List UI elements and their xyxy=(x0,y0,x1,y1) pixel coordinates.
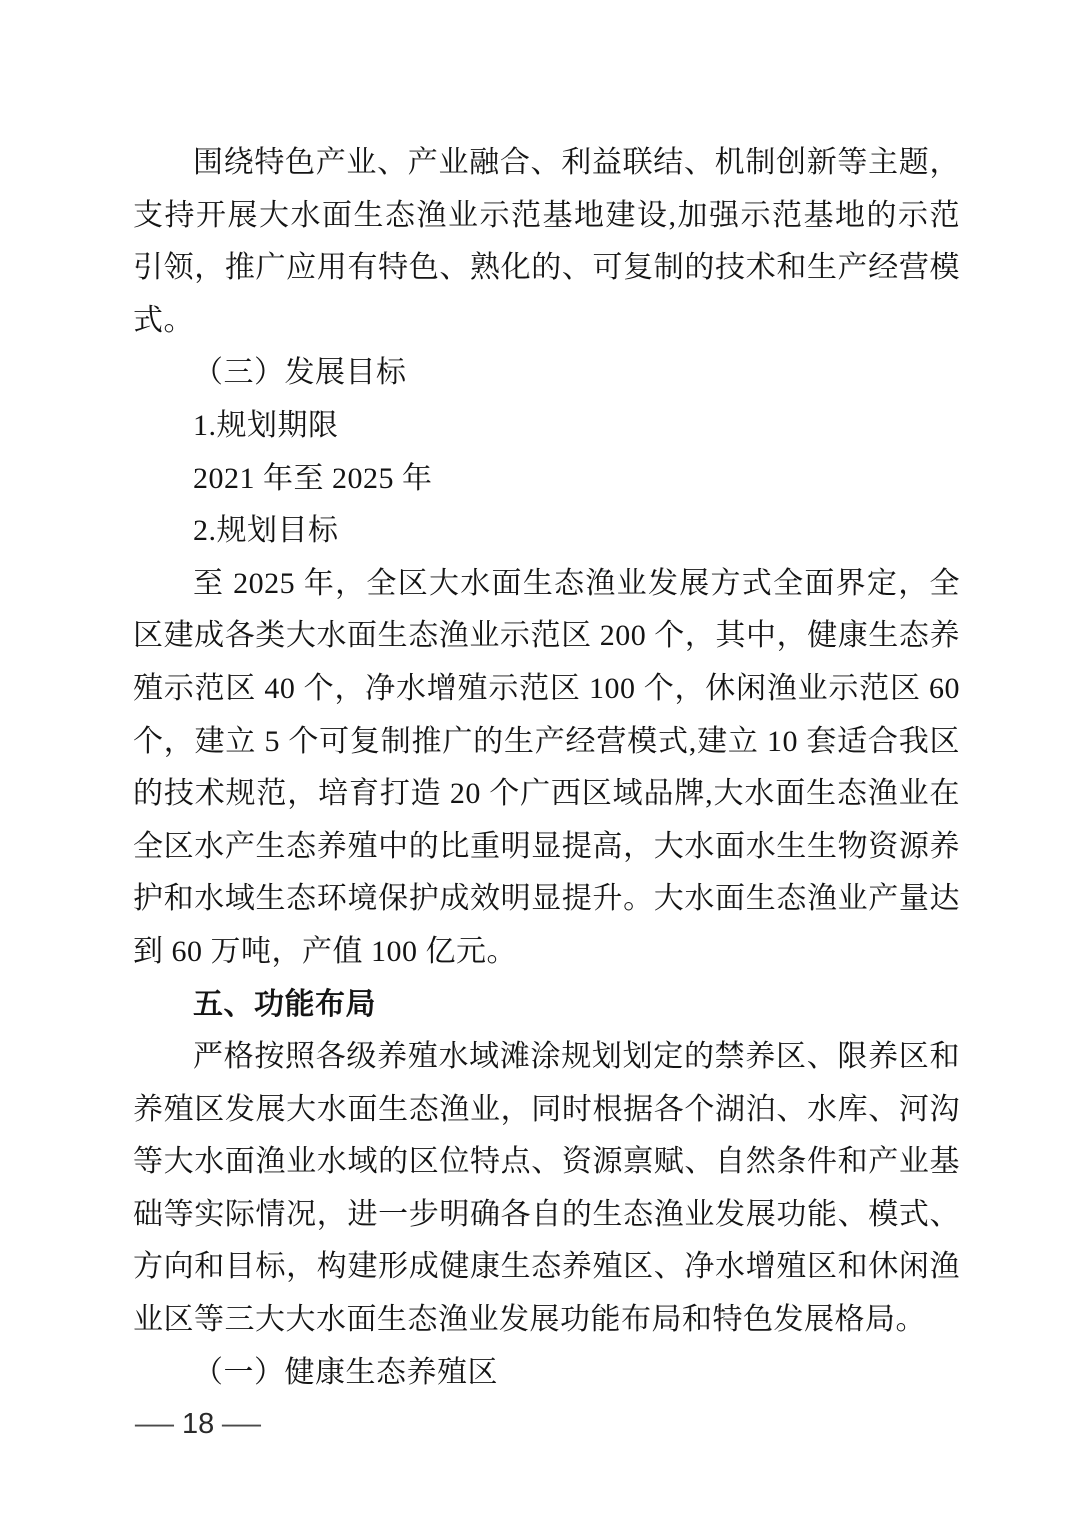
paragraph-functional-layout-intro: 严格按照各级养殖水域滩涂规划划定的禁养区、限养区和养殖区发展大水面生态渔业，同时根据各个湖泊、水库、河沟等大水面渔业水域的区位特点、资源禀赋、自然条件和产业基础等实际情况，进一步明确各自的生态渔业发展功能、模式、方向和目标，构建形成健康生态养殖区、净水增殖区和休闲渔业区等三大大水面生态渔业发展功能布局和特色发展格局。 xyxy=(133,1040,960,1337)
document-body xyxy=(133,137,960,1399)
paragraph-planning-goal: 至 2025 年，全区大水面生态渔业发展方式全面界定，全区建成各类大水面生态渔业示范区 200 个，其中，健康生态养殖示范区 40 个，净水增殖示范区 100 个，休闲渔业示范区 60 个，建立 5 个可复制推广的生产经营模式,建立 10 套适合我区的技术规范，培育打造 20 个广西区域品牌,大水面生态渔业在全区水产生态养殖中的比重明显提高，大水面水生生物资源养护和水域生态环境保护成效明显提升。大水面生态渔业产量达到 60 万吨，产值 100 亿元。 xyxy=(133,566,960,968)
line-planning-period-value: 2021 年至 2025 年 xyxy=(193,461,433,495)
footer-dash-left: — xyxy=(134,1408,175,1440)
page-number: 18 xyxy=(182,1408,215,1440)
heading-development-goals: （三）发展目标 xyxy=(193,356,407,390)
line-planning-period-label: 1.规划期限 xyxy=(193,408,339,442)
paragraph-demonstration-bases: 围绕特色产业、产业融合、利益联结、机制创新等主题，支持开展大水面生态渔业示范基地建设,加强示范基地的示范引领，推广应用有特色、熟化的、可复制的技术和生产经营模式。 xyxy=(133,146,960,337)
line-planning-goal-label: 2.规划目标 xyxy=(193,514,339,548)
heading-functional-layout: 五、功能布局 xyxy=(193,987,376,1021)
page-footer xyxy=(134,1404,262,1444)
heading-healthy-eco-aquaculture-zone: （一）健康生态养殖区 xyxy=(193,1355,498,1389)
footer-dash-right: — xyxy=(222,1408,262,1440)
